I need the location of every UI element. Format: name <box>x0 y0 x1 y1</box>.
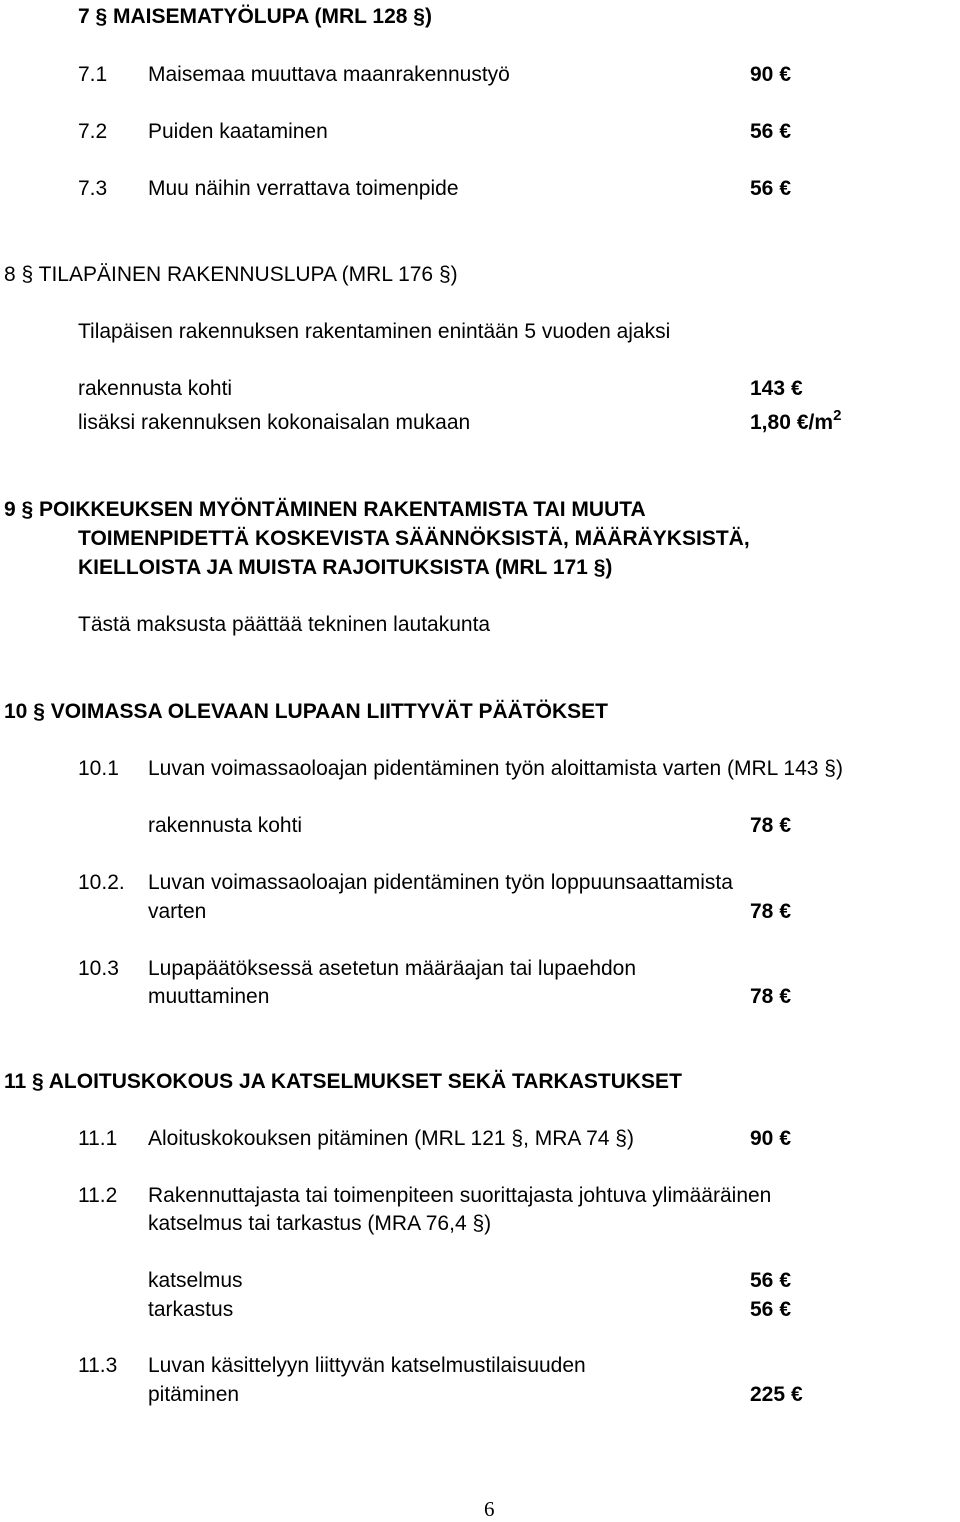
euro-unit: € <box>779 177 792 200</box>
item-10-2-price <box>750 901 791 922</box>
price-value: 56 <box>750 120 774 143</box>
item-10-3-number: 10.3 <box>78 957 119 980</box>
euro-unit: € <box>779 985 792 1008</box>
item-7-3-number: 7.3 <box>78 177 108 200</box>
price-value: 56 <box>750 1298 774 1321</box>
item-7-3-text: Muu näihin verrattava toimenpide <box>148 177 459 200</box>
item-11-3-line-1: Luvan käsittelyyn liittyvän katselmustilaisuuden <box>148 1354 586 1377</box>
euro-unit: € <box>779 120 792 143</box>
euro-unit: € <box>791 1383 803 1406</box>
item-10-2-number: 10.2. <box>78 871 125 894</box>
item-11-3-line-2: pitäminen <box>148 1383 240 1406</box>
superscript-2: 2 <box>833 407 842 424</box>
item-10-1-number: 10.1 <box>78 757 119 780</box>
s8-row-2-text: lisäksi rakennuksen kokonaisalan mukaan <box>78 411 471 434</box>
euro-per-m2-unit: €/m <box>796 411 834 434</box>
item-7-1-number: 7.1 <box>78 63 108 86</box>
s8-row-1-text: rakennusta kohti <box>78 377 233 400</box>
item-11-3-number: 11.3 <box>78 1354 118 1377</box>
item-11-2-number: 11.2 <box>78 1184 118 1207</box>
s8-row-2-price <box>750 407 842 434</box>
section-10-heading: 10 § VOIMASSA OLEVAAN LUPAAN LIITTYVÄT PÄÄTÖKSET <box>4 700 608 723</box>
price-value: 225 <box>750 1383 786 1406</box>
euro-unit: € <box>791 377 803 400</box>
price-value: 78 <box>750 900 774 923</box>
page-number: 6 <box>484 1497 495 1521</box>
price-value: 1,80 <box>750 411 791 434</box>
price-value: 56 <box>750 177 774 200</box>
item-11-2-line-2: katselmus tai tarkastus (MRA 76,4 §) <box>148 1212 492 1235</box>
section-9-heading-line-2: TOIMENPIDETTÄ KOSKEVISTA SÄÄNNÖKSISTÄ, MÄÄRÄYKSISTÄ, <box>78 527 750 550</box>
euro-unit: € <box>779 63 792 86</box>
euro-unit: € <box>779 1269 792 1292</box>
price-value: 90 <box>750 1127 774 1150</box>
item-10-2-line-1: Luvan voimassaoloajan pidentäminen työn loppuunsaattamista <box>148 871 733 894</box>
price-value: 90 <box>750 63 774 86</box>
item-11-2-row-1-price <box>750 1270 791 1291</box>
item-11-2-line-1: Rakennuttajasta tai toimenpiteen suorittajasta johtuva ylimääräinen <box>148 1184 772 1207</box>
price-value: 78 <box>750 814 774 837</box>
item-10-1-price <box>750 815 791 836</box>
item-7-3-price <box>750 178 791 199</box>
item-11-1-number: 11.1 <box>78 1127 118 1150</box>
section-8-heading: 8 § TILAPÄINEN RAKENNUSLUPA (MRL 176 §) <box>4 263 458 286</box>
euro-unit: € <box>779 814 792 837</box>
price-value: 78 <box>750 985 774 1008</box>
section-9-note: Tästä maksusta päättää tekninen lautakunta <box>78 613 491 636</box>
item-11-1-price <box>750 1128 791 1149</box>
euro-unit: € <box>779 900 792 923</box>
item-10-3-line-2: muuttaminen <box>148 985 270 1008</box>
item-10-3-line-1: Lupapäätöksessä asetetun määräajan tai lupaehdon <box>148 957 637 980</box>
item-7-2-text: Puiden kaataminen <box>148 120 328 143</box>
section-9-heading-line-1: 9 § POIKKEUKSEN MYÖNTÄMINEN RAKENTAMISTA TAI MUUTA <box>4 498 646 521</box>
item-7-2-number: 7.2 <box>78 120 108 143</box>
section-7-heading: 7 § MAISEMATYÖLUPA (MRL 128 §) <box>78 5 432 28</box>
item-10-3-price <box>750 986 791 1007</box>
section-9-heading-line-3: KIELLOISTA JA MUISTA RAJOITUKSISTA (MRL 171 §) <box>78 556 613 579</box>
item-7-2-price <box>750 121 791 142</box>
euro-unit: € <box>779 1298 792 1321</box>
section-11-heading: 11 § ALOITUSKOKOUS JA KATSELMUKSET SEKÄ TARKASTUKSET <box>4 1070 682 1093</box>
item-7-1-text: Maisemaa muuttava maanrakennustyö <box>148 63 510 86</box>
section-8-intro: Tilapäisen rakennuksen rakentaminen enintään 5 vuoden ajaksi <box>78 320 671 343</box>
item-11-2-row-2-price <box>750 1299 791 1320</box>
item-11-1-text: Aloituskokouksen pitäminen (MRL 121 §, MRA 74 §) <box>148 1127 634 1150</box>
item-11-2-row-2-text: tarkastus <box>148 1298 234 1321</box>
price-value: 143 <box>750 377 786 400</box>
item-10-1-sub: rakennusta kohti <box>148 814 303 837</box>
s8-row-1-price <box>750 378 803 399</box>
euro-unit: € <box>779 1127 792 1150</box>
item-11-2-row-1-text: katselmus <box>148 1269 243 1292</box>
item-7-1-price <box>750 64 791 85</box>
price-value: 56 <box>750 1269 774 1292</box>
item-10-2-line-2: varten <box>148 900 207 923</box>
item-10-1-text: Luvan voimassaoloajan pidentäminen työn aloittamista varten (MRL 143 §) <box>148 757 843 780</box>
item-11-3-price <box>750 1384 803 1405</box>
